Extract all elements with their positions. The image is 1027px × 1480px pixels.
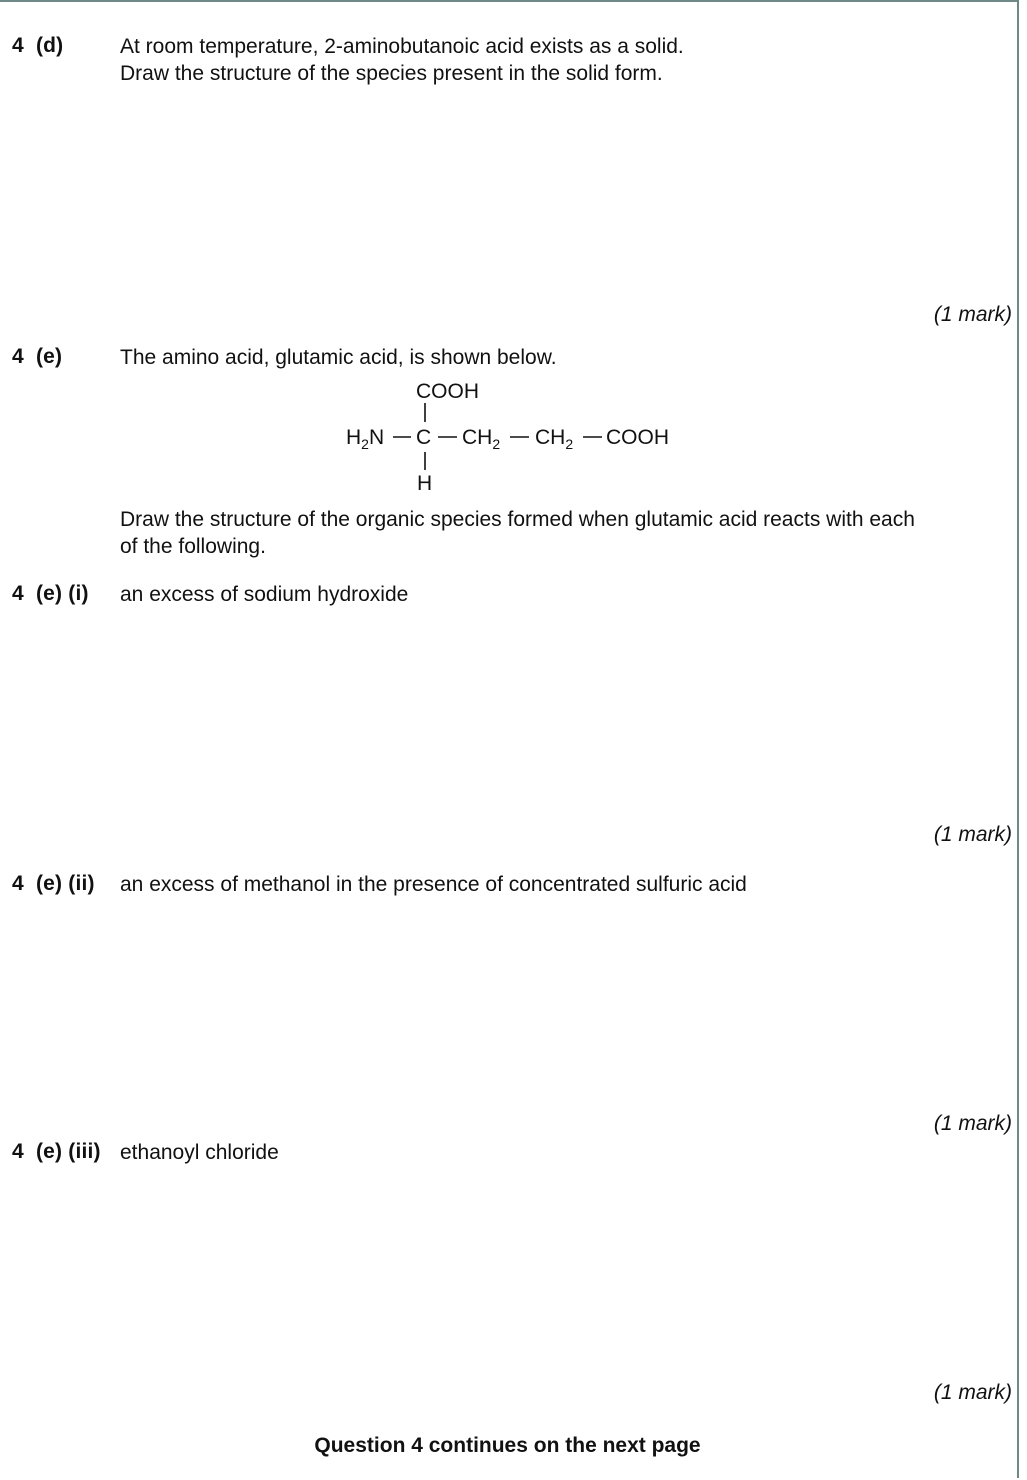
structure-amine-group: $H_2N$: [346, 426, 385, 452]
mark-4d: (1 mark): [933, 303, 1012, 326]
question-number-4e: 4 (e): [12, 345, 63, 368]
structure-ch2-a: $CH_2$: [462, 426, 501, 452]
mark-4ei: (1 mark): [933, 823, 1012, 846]
question-4d-line2: Draw the structure of the species present in the solid form.: [120, 62, 663, 85]
structure-right-cooh: COOH: [606, 426, 669, 449]
question-4e-intro: The amino acid, glutamic acid, is shown below.: [120, 346, 557, 369]
question-4ei-text: an excess of sodium hydroxide: [120, 583, 409, 606]
question-4eiii-text: ethanoyl chloride: [120, 1141, 279, 1164]
question-4e-instruction-line2: of the following.: [120, 535, 266, 558]
structure-center-carbon: C: [416, 426, 432, 449]
structure-bottom-h: H: [417, 472, 433, 495]
question-4eii-text: an excess of methanol in the presence of concentrated sulfuric acid: [120, 873, 747, 896]
mark-4eiii: (1 mark): [933, 1381, 1012, 1404]
structure-top-cooh: COOH: [416, 380, 479, 403]
question-4d-line1: At room temperature, 2-aminobutanoic acid exists as a solid.: [120, 35, 684, 58]
glutamic-acid-structure: [340, 376, 700, 496]
question-number-4ei: 4 (e) (i): [12, 582, 89, 605]
question-4e-instruction-line1: Draw the structure of the organic species formed when glutamic acid reacts with each: [120, 508, 915, 531]
structure-ch2-b: $CH_2$: [535, 426, 574, 452]
continues-footer: Question 4 continues on the next page: [314, 1434, 701, 1457]
question-number-4d: 4 (d): [12, 34, 64, 57]
question-number-4eii: 4 (e) (ii): [12, 872, 95, 895]
mark-4eii: (1 mark): [933, 1112, 1012, 1135]
question-number-4eiii: 4 (e) (iii): [12, 1140, 101, 1163]
